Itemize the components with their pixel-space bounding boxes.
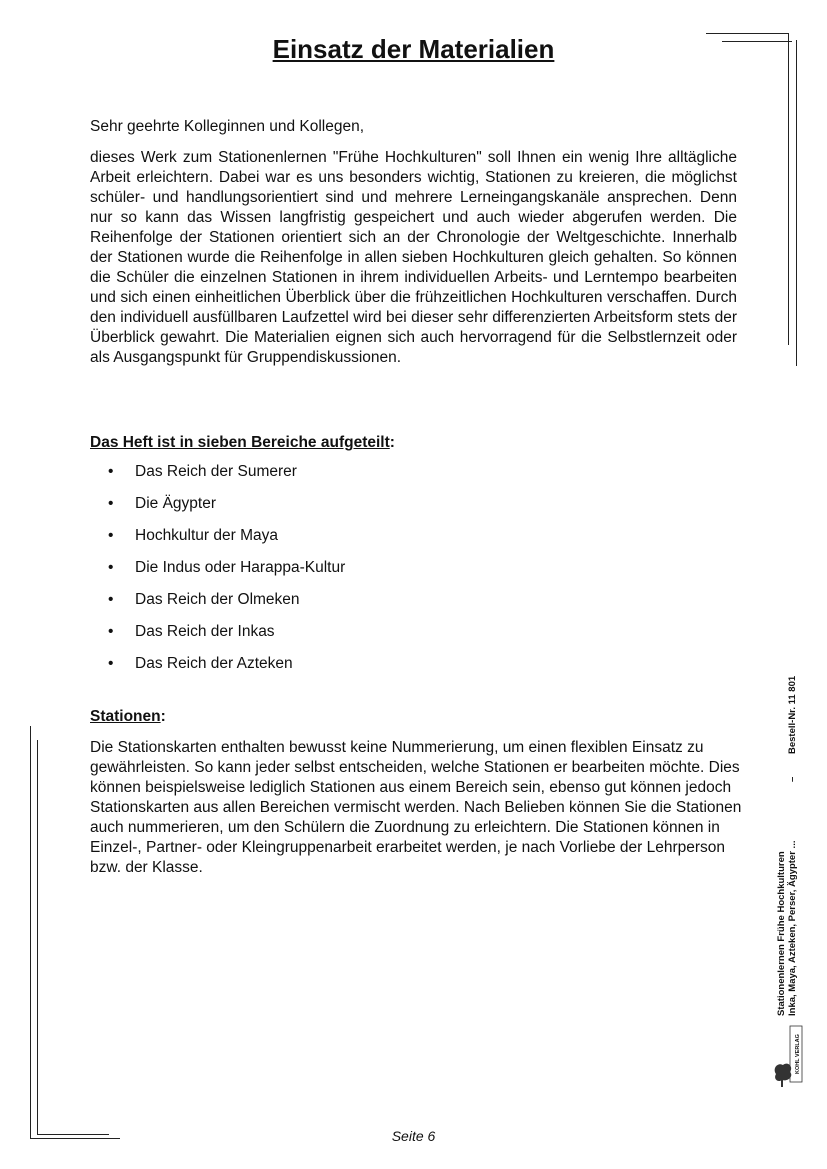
sidebar-separator: – [787,776,798,782]
list-item: • Das Reich der Azteken [108,654,345,686]
heft-heading: Das Heft ist in sieben Bereiche aufgeteilt: [90,434,395,451]
list-item-label: Hochkultur der Maya [135,527,279,544]
frame-left-line [30,726,31,1138]
heft-heading-text: Das Heft ist in sieben Bereiche aufgeteilt [90,434,390,451]
sidebar-series-subtitle [787,675,798,1016]
stationen-heading-text: Stationen [90,708,161,725]
list-item-label: Die Indus oder Harappa-Kultur [135,559,346,576]
list-item-label: Das Reich der Olmeken [135,591,300,608]
intro-paragraph: dieses Werk zum Stationenlernen "Frühe Hochkulturen" soll Ihnen ein wenig Ihre alltägliche Arbeit erleichtern. Dabei war es uns besonders wichtig, Stationen zu kreieren, die möglichst schüler- und handlungsorientiert sind und mehrere Lerneingangskanäle ansprechen. Denn nur so kann das Wissen langfristig gespeichert und auch wieder abgerufen werden. Die Reihenfolge der Stationen orientiert sich an der Chronologie der Weltgeschichte. Innerhalb der Stationen wurde die Reihenfolge in allen sieben Hochkulturen gleich gehalten. So können die Schüler die einzelnen Stationen in ihrem individuellen Arbeits- und Lerntempo bearbeiten und sich einen einheitlichen Überblick über die frühzeitlichen Hochkulturen verschaffen. Durch den individuell ausfüllbaren Laufzettel wird bei dieser sehr differenzierten Arbeitsform stets der Überblick gewahrt. Die Materialien eignen sich auch hervorragend für die Selbstlernzeit oder als Ausgangspunkt für Gruppendiskussionen. [90,149,737,366]
list-item: • Hochkultur der Maya [108,526,345,558]
publisher-logo-text: KOHL VERLAG [795,1034,801,1074]
frame-right-line-inner [788,33,789,345]
list-item: • Das Reich der Sumerer [108,462,345,494]
list-item: • Das Reich der Inkas [108,622,345,654]
sidebar-credits [776,675,798,1016]
list-item: • Die Ägypter [108,494,345,526]
frame-top-line-inner [722,41,792,42]
page-title: Einsatz der Materialien [272,34,555,64]
list-item: • Die Indus oder Harappa-Kultur [108,558,345,590]
page-number: Seite 6 [391,1128,436,1144]
sidebar-series-title: Stationenlernen Frühe Hochkulturen [776,851,787,1016]
frame-top-line [706,33,789,34]
list-item-label: Das Reich der Inkas [135,623,275,640]
list-item-label: Die Ägypter [135,495,216,512]
frame-right-line [796,40,797,366]
bereiche-list [108,462,345,686]
stationen-heading: Stationen: [90,708,166,725]
list-item-label: Das Reich der Sumerer [135,463,297,480]
list-item: • Das Reich der Olmeken [108,590,345,622]
publisher-logo [772,1024,804,1088]
sidebar-order-number: Bestell-Nr. 11 801 [787,675,798,754]
stationen-paragraph: Die Stationskarten enthalten bewusst keine Nummerierung, um einen flexiblen Einsatz zu gewährleisten. So kann jeder selbst entscheiden, welche Stationen er bearbeiten möchte. Dies können beispielsweise lediglich Stationen aus einem Bereich sein, ebenso gut können jedoch Stationskarten aus allen Bereichen vermischt werden. Nach Belieben können Sie die Stationen auch nummerieren, um den Schülern die Zuordnung zu erleichtern. Die Stationen können in Einzel-, Partner- oder Kleingruppenarbeit erarbeitet werden, je nach Vorliebe der Lehrperson bzw. der Klasse. [90,739,742,876]
greeting: Sehr geehrte Kolleginnen und Kollegen, [90,118,365,135]
list-item-label: Das Reich der Azteken [135,655,293,672]
sidebar-subtitle-text: Inka, Maya, Azteken, Perser, Ägypter ... [787,840,798,1016]
frame-left-line-inner [37,740,38,1135]
